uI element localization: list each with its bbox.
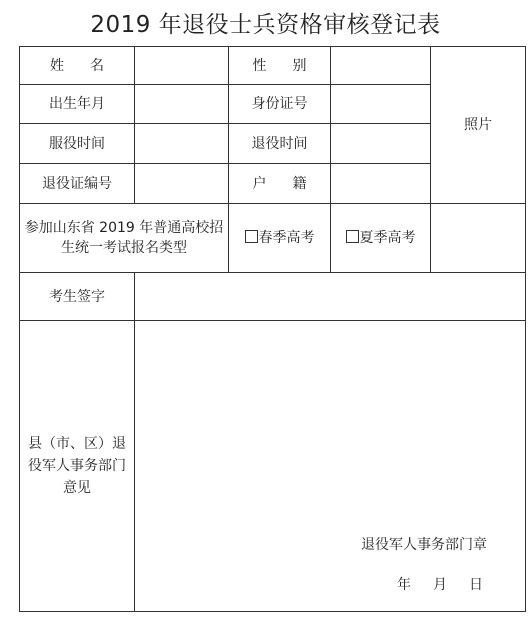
name-value-field[interactable] [135,47,229,85]
spring-option-cell[interactable] [229,204,331,273]
name-label: 姓名 [50,57,130,74]
spring-option-label: 春季高考 [258,230,315,246]
registration-form-table [19,46,526,612]
enlist-label: 服役时间 [49,135,105,152]
row-exam-type [20,204,526,273]
enlist-label-cell [20,124,135,164]
gender-label-cell [229,47,331,85]
summer-option-label: 夏季高考 [359,230,416,246]
hukou-value-field[interactable] [331,164,431,204]
id-value-field[interactable] [331,85,431,124]
opinion-field[interactable] [135,321,526,612]
id-label-cell [229,85,331,124]
name-label-cell [20,47,135,85]
signature-label-cell [20,273,135,321]
gender-label: 性别 [252,57,333,74]
gender-value-field[interactable] [331,47,431,85]
enlist-value-field[interactable] [135,124,229,164]
discharge-label-cell [229,124,331,164]
seal-label: 退役军人事务部门章 [361,537,487,553]
hukou-label: 户籍 [252,175,333,192]
signature-field[interactable] [135,273,526,321]
date-day-label: 日 [469,577,483,593]
row-name-gender [20,47,526,85]
opinion-label-cell [20,321,135,612]
cert-value-field[interactable] [135,164,229,204]
discharge-label: 退役时间 [251,135,308,152]
exam-type-label: 参加山东省 2019 年普通高校招生统一考试报名类型 [24,220,224,256]
photo-cell[interactable] [431,47,526,204]
row-signature [20,273,526,321]
summer-checkbox-icon[interactable] [346,230,359,243]
discharge-value-field[interactable] [331,124,431,164]
cert-label-cell [20,164,135,204]
hukou-label-cell [229,164,331,204]
spring-checkbox-icon[interactable] [245,230,258,243]
birth-value-field[interactable] [135,85,229,124]
birth-label: 出生年月 [49,96,105,112]
summer-option-cell[interactable] [331,204,431,273]
opinion-label: 县（市、区）退役军人事务部门意见 [28,436,126,496]
birth-label-cell [20,85,135,124]
photo-label: 照片 [464,117,492,133]
date-month-label: 月 [433,577,447,593]
id-label: 身份证号 [251,96,308,112]
row-opinion [20,321,526,612]
cert-label: 退役证编号 [42,175,112,192]
date-line [397,575,483,595]
signature-label: 考生签字 [49,288,105,305]
form-title: 2019 年退役士兵资格审核登记表 [90,12,441,38]
exam-type-label-cell [20,204,229,273]
exam-type-empty-cell [431,204,526,273]
date-year-label: 年 [397,577,411,593]
